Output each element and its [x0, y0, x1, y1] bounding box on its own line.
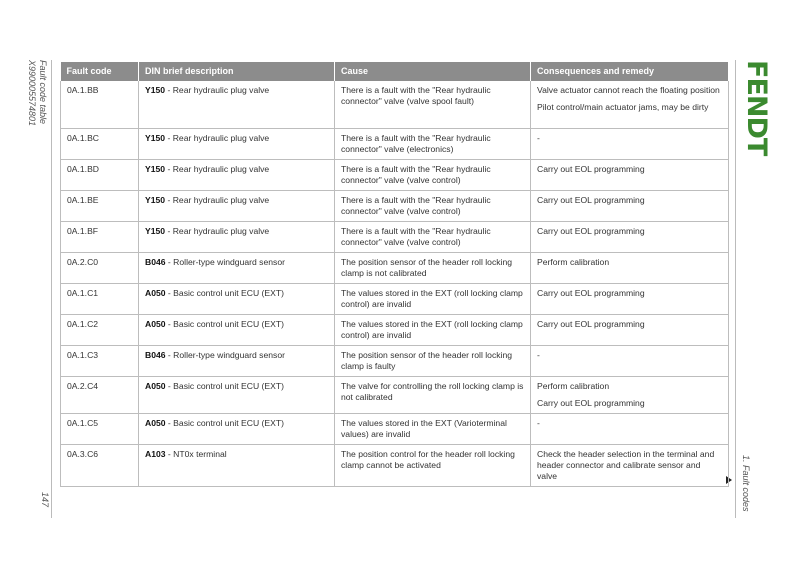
- remedy-text: -: [537, 132, 540, 143]
- remedy-cell: [531, 159, 729, 190]
- fault-code-cell: 0A.1.BD: [61, 159, 139, 190]
- cause-cell: There is a fault with the "Rear hydraulic connector" valve (valve control): [335, 159, 531, 190]
- cause-cell: There is a fault with the "Rear hydraulic connector" valve (valve control): [335, 221, 531, 252]
- fault-code-cell: 0A.1.BC: [61, 128, 139, 159]
- din-description-cell: [139, 252, 335, 283]
- component-description: - Rear hydraulic plug valve: [165, 225, 270, 236]
- table-row: [61, 376, 729, 413]
- cause-cell: There is a fault with the "Rear hydraulic connector" valve (valve spool fault): [335, 81, 531, 128]
- header-din-description: DIN brief description: [139, 62, 335, 81]
- remedy-text: -: [537, 417, 540, 428]
- din-description-cell: [139, 376, 335, 413]
- header-cause: Cause: [335, 62, 531, 81]
- fault-code-cell: 0A.1.BE: [61, 190, 139, 221]
- fault-code-cell: 0A.3.C6: [61, 444, 139, 486]
- component-id: A050: [145, 380, 166, 391]
- doc-number: X990005574801: [27, 60, 37, 127]
- remedy-cell: [531, 128, 729, 159]
- table-row: [61, 314, 729, 345]
- din-description-cell: [139, 190, 335, 221]
- chapter-label: 1. Fault codes: [741, 455, 751, 512]
- remedy-text: Carry out EOL programming: [537, 318, 645, 329]
- cause-cell: The position sensor of the header roll locking clamp is faulty: [335, 345, 531, 376]
- component-description: - Rear hydraulic plug valve: [165, 85, 270, 95]
- component-id: Y150: [145, 85, 166, 95]
- remedy-cell: [531, 81, 729, 128]
- component-id: B046: [145, 256, 166, 267]
- fault-code-cell: 0A.1.C5: [61, 413, 139, 444]
- table-row: [61, 221, 729, 252]
- remedy-text: Carry out EOL programming: [537, 163, 645, 174]
- remedy-cell: [531, 413, 729, 444]
- component-description: - NT0x terminal: [165, 448, 227, 459]
- fault-code-cell: 0A.2.C0: [61, 252, 139, 283]
- component-id: Y150: [145, 132, 166, 143]
- remedy-cell: [531, 283, 729, 314]
- table-row: [61, 413, 729, 444]
- component-id: Y150: [145, 225, 166, 236]
- table-header-row: [61, 62, 729, 81]
- page-number: 147: [40, 492, 50, 508]
- component-description: - Rear hydraulic plug valve: [165, 194, 270, 205]
- din-description-cell: [139, 283, 335, 314]
- remedy-cell: [531, 376, 729, 413]
- din-description-cell: [139, 221, 335, 252]
- remedy-text: Check the header selection in the terminal and header connector and calibrate sensor and valve: [537, 448, 715, 481]
- header-consequences: Consequences and remedy: [531, 62, 729, 81]
- component-id: A050: [145, 287, 166, 298]
- component-description: - Basic control unit ECU (EXT): [165, 287, 284, 298]
- component-id: A103: [145, 448, 166, 459]
- remedy-text: -: [537, 349, 540, 360]
- remedy-text: Carry out EOL programming: [537, 287, 645, 298]
- table-row: [61, 444, 729, 486]
- fault-code-cell: 0A.1.C3: [61, 345, 139, 376]
- table-row: [61, 128, 729, 159]
- component-description: - Roller-type windguard sensor: [165, 349, 285, 360]
- component-description: - Basic control unit ECU (EXT): [165, 417, 284, 428]
- component-id: B046: [145, 349, 166, 360]
- din-description-cell: [139, 81, 335, 128]
- remedy-cell: [531, 252, 729, 283]
- din-description-cell: [139, 444, 335, 486]
- margin-rule-left: [51, 60, 52, 518]
- din-description-cell: [139, 413, 335, 444]
- component-description: - Rear hydraulic plug valve: [165, 163, 270, 174]
- fault-code-cell: 0A.1.BB: [61, 81, 139, 128]
- fendt-logo: FENDT: [741, 60, 772, 156]
- remedy-cell: [531, 345, 729, 376]
- remedy-text: Perform calibration: [537, 256, 610, 267]
- table-row: [61, 81, 729, 128]
- fault-code-cell: 0A.1.C2: [61, 314, 139, 345]
- table-row: [61, 283, 729, 314]
- remedy-text: Carry out EOL programming: [537, 225, 645, 236]
- component-description: - Basic control unit ECU (EXT): [165, 318, 284, 329]
- table-row: [61, 252, 729, 283]
- remedy-text: Perform calibration: [537, 380, 610, 391]
- table-row: [61, 190, 729, 221]
- din-description-cell: [139, 314, 335, 345]
- fault-code-cell: 0A.1.C1: [61, 283, 139, 314]
- din-description-cell: [139, 159, 335, 190]
- cause-cell: The values stored in the EXT (Varioterminal values) are invalid: [335, 413, 531, 444]
- remedy-cell: [531, 314, 729, 345]
- fault-code-table: [60, 62, 729, 487]
- component-id: Y150: [145, 163, 166, 174]
- cause-cell: The position sensor of the header roll locking clamp is not calibrated: [335, 252, 531, 283]
- doc-header-vertical: [26, 60, 48, 126]
- fault-code-cell: 0A.1.BF: [61, 221, 139, 252]
- component-id: Y150: [145, 194, 166, 205]
- doc-title: Fault code table: [38, 60, 48, 125]
- table-row: [61, 345, 729, 376]
- cause-cell: There is a fault with the "Rear hydraulic connector" valve (valve control): [335, 190, 531, 221]
- cause-cell: The valve for controlling the roll locking clamp is not calibrated: [335, 376, 531, 413]
- header-fault-code: Fault code: [61, 62, 139, 81]
- cause-cell: The position control for the header roll locking clamp cannot be activated: [335, 444, 531, 486]
- remedy-text: Carry out EOL programming: [537, 397, 645, 408]
- remedy-cell: [531, 190, 729, 221]
- remedy-text: Valve actuator cannot reach the floating position: [537, 85, 720, 95]
- remedy-text: Carry out EOL programming: [537, 194, 645, 205]
- component-id: A050: [145, 417, 166, 428]
- cause-cell: The values stored in the EXT (roll locking clamp control) are invalid: [335, 314, 531, 345]
- remedy-text: Pilot control/main actuator jams, may be dirty: [537, 102, 709, 112]
- table-row: [61, 159, 729, 190]
- component-description: - Basic control unit ECU (EXT): [165, 380, 284, 391]
- cause-cell: The values stored in the EXT (roll locking clamp control) are invalid: [335, 283, 531, 314]
- din-description-cell: [139, 128, 335, 159]
- remedy-cell: [531, 221, 729, 252]
- component-description: - Rear hydraulic plug valve: [165, 132, 270, 143]
- component-id: A050: [145, 318, 166, 329]
- cause-cell: There is a fault with the "Rear hydraulic connector" valve (electronics): [335, 128, 531, 159]
- fault-code-cell: 0A.2.C4: [61, 376, 139, 413]
- margin-rule-right: [735, 60, 736, 518]
- din-description-cell: [139, 345, 335, 376]
- remedy-cell: [531, 444, 729, 486]
- component-description: - Roller-type windguard sensor: [165, 256, 285, 267]
